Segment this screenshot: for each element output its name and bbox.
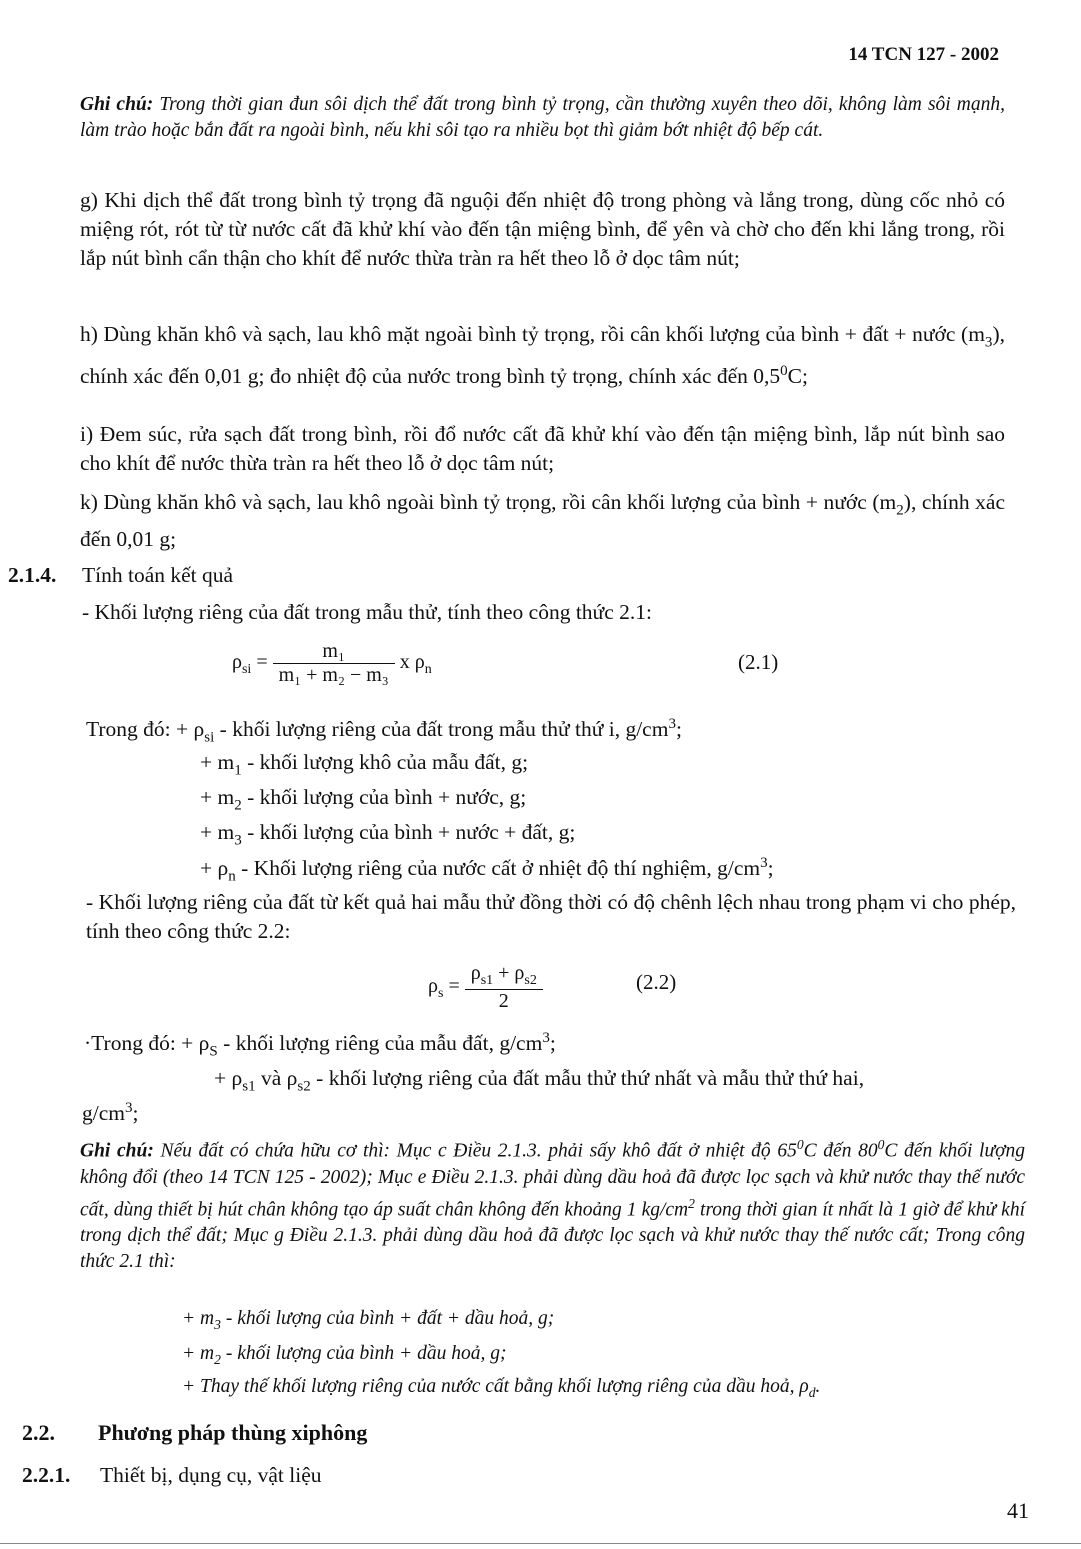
definition-unit: $g/cm^3$; xyxy=(82,1100,139,1126)
section-number-2-1-4: 2.1.4. xyxy=(8,563,57,587)
definition-rho-si: Trong đó: + $\rho_{si}$ - khối lượng riêng của đất trong mẫu thử thứ i, $g/cm^3$; xyxy=(86,716,682,746)
section-title-2-2: Phương pháp thùng xiphông xyxy=(98,1420,368,1445)
step-h: h) Dùng khăn khô và sạch, lau khô mặt ngoài bình tỷ trọng, rồi cân khối lượng của bình + đất + nước $(m_3)$, chính xác đến 0,01 g; đo nhiệt độ của nước trong bình tỷ trọng, chính xác đến $0,5^0C$; xyxy=(80,322,1005,389)
definition-m1: + $m_1$ - khối lượng khô của mẫu đất, g; xyxy=(200,750,529,779)
note-boiling xyxy=(80,92,1005,144)
section-number-2-2-1: 2.2.1. xyxy=(22,1463,71,1487)
formula-2-2-fraction: $\frac{\rho_{s1} + \rho_{s2}}{2}$ xyxy=(465,962,543,1013)
note-text: Trong thời gian đun sôi dịch thể đất trong bình tỷ trọng, cần thường xuyên theo dõi, không làm sôi mạnh, làm trào hoặc bắn đất ra ngoài bình, nếu khi sôi tạo ra nhiều bọt thì giảm bớt nhiệt độ bếp cát. xyxy=(80,94,1005,141)
calc-intro-2: - Khối lượng riêng của đất từ kết quả hai mẫu thử đồng thời có độ chênh lệch nhau trong phạm vi cho phép, tính theo công thức 2.2: xyxy=(86,890,1016,943)
formula-2-2: $\rho_s$ = $\frac{\rho_{s1} + \rho_{s2}}{2}$ xyxy=(428,962,543,1013)
note-item-m2: + $m_2$ - khối lượng của bình + dầu hoả, g; xyxy=(182,1343,507,1367)
note-item-rho-d: + Thay thế khối lượng riêng của nước cất bằng khối lượng riêng của dầu hoả, $\rho_d$. xyxy=(182,1376,821,1400)
section-number-2-2: 2.2. xyxy=(22,1420,55,1445)
equation-number-2-1: (2.1) xyxy=(738,650,779,674)
note-item-m3: + $m_3$ - khối lượng của bình + đất + dầu hoả, g; xyxy=(182,1308,555,1332)
document-code-header: 14 TCN 127 - 2002 xyxy=(848,44,999,65)
note-label: Ghi chú: xyxy=(80,94,154,115)
note-organic-soil: Ghi chú: Nếu đất có chứa hữu cơ thì: Mục c Điều 2.1.3. phải sấy khô đất ở nhiệt độ $65^0C$ đến $80^0C$ đến khối lượng không đổi (theo 14 TCN 125 - 2002); Mục e Điều 2.1.3. phải dùng dầu hoả đã được lọc sạch và khử nước thay thế nước cất, dùng thiết bị hút chân không tạo áp suất chân không đến khoảng 1 $kg/cm^2$ trong thời gian ít nhất là 1 giờ để khử khí trong dịch thể đất; Mục g Điều 2.1.3. phải dùng dầu hoả đã được lọc sạch và khử nước thay thế nước cất; Trong công thức 2.1 thì: xyxy=(80,1137,1025,1272)
definition-rho-n: + $\rho_n$ - Khối lượng riêng của nước cất ở nhiệt độ thí nghiệm, $g/cm^3$; xyxy=(200,855,774,885)
formula-2-1: $\rho_{si}$ = $\frac{\text{m₁}}{\text{m₁ + m₂ − m₃}}$ x $\rho_n$ xyxy=(232,640,432,686)
note-label: Ghi chú: xyxy=(80,1140,154,1162)
section-title-2-2-1: Thiết bị, dụng cụ, vật liệu xyxy=(100,1463,322,1487)
step-g: g) Khi dịch thể đất trong bình tỷ trọng đã nguội đến nhiệt độ trong phòng và lắng trong, dùng cốc nhỏ có miệng rót, rót từ từ nước cất đã khử khí vào đến tận miệng bình, để yên và chờ cho đến khi lắng trong, rồi lắp nút bình cẩn thận cho khít để nước thừa tràn ra hết theo lỗ ở dọc tâm nút; xyxy=(80,188,1005,270)
calc-intro: - Khối lượng riêng của đất trong mẫu thử, tính theo công thức 2.1: xyxy=(82,600,652,624)
equation-number-2-2: (2.2) xyxy=(636,970,677,994)
definition-rho-s1-s2: + $\rho_{s1}$ và $\rho_{s2}$ - khối lượng riêng của đất mẫu thử thứ nhất và mẫu thử thứ hai, xyxy=(214,1066,865,1095)
definition-m3: + $m_3$ - khối lượng của bình + nước + đất, g; xyxy=(200,820,576,849)
formula-2-1-fraction: $\frac{\text{m₁}}{\text{m₁ + m₂ − m₃}}$ xyxy=(273,640,395,687)
definition-rho-s: ·Trong đó: + $\rho_S$ - khối lượng riêng của mẫu đất, $g/cm^3$; xyxy=(84,1030,556,1060)
bottom-rule xyxy=(0,1543,1081,1544)
step-i: i) Đem súc, rửa sạch đất trong bình, rồi đổ nước cất đã khử khí vào đến tận miệng bình, lắp nút bình sao cho khít để nước thừa tràn ra hết theo lỗ ở dọc tâm nút; xyxy=(80,422,1005,475)
definition-m2: + $m_2$ - khối lượng của bình + nước, g; xyxy=(200,785,527,814)
section-title-2-1-4: Tính toán kết quả xyxy=(82,563,234,587)
page-number: 41 xyxy=(1007,1498,1029,1523)
step-k: k) Dùng khăn khô và sạch, lau khô ngoài bình tỷ trọng, rồi cân khối lượng của bình + nước $(m_2)$, chính xác đến 0,01 g; xyxy=(80,490,1006,552)
